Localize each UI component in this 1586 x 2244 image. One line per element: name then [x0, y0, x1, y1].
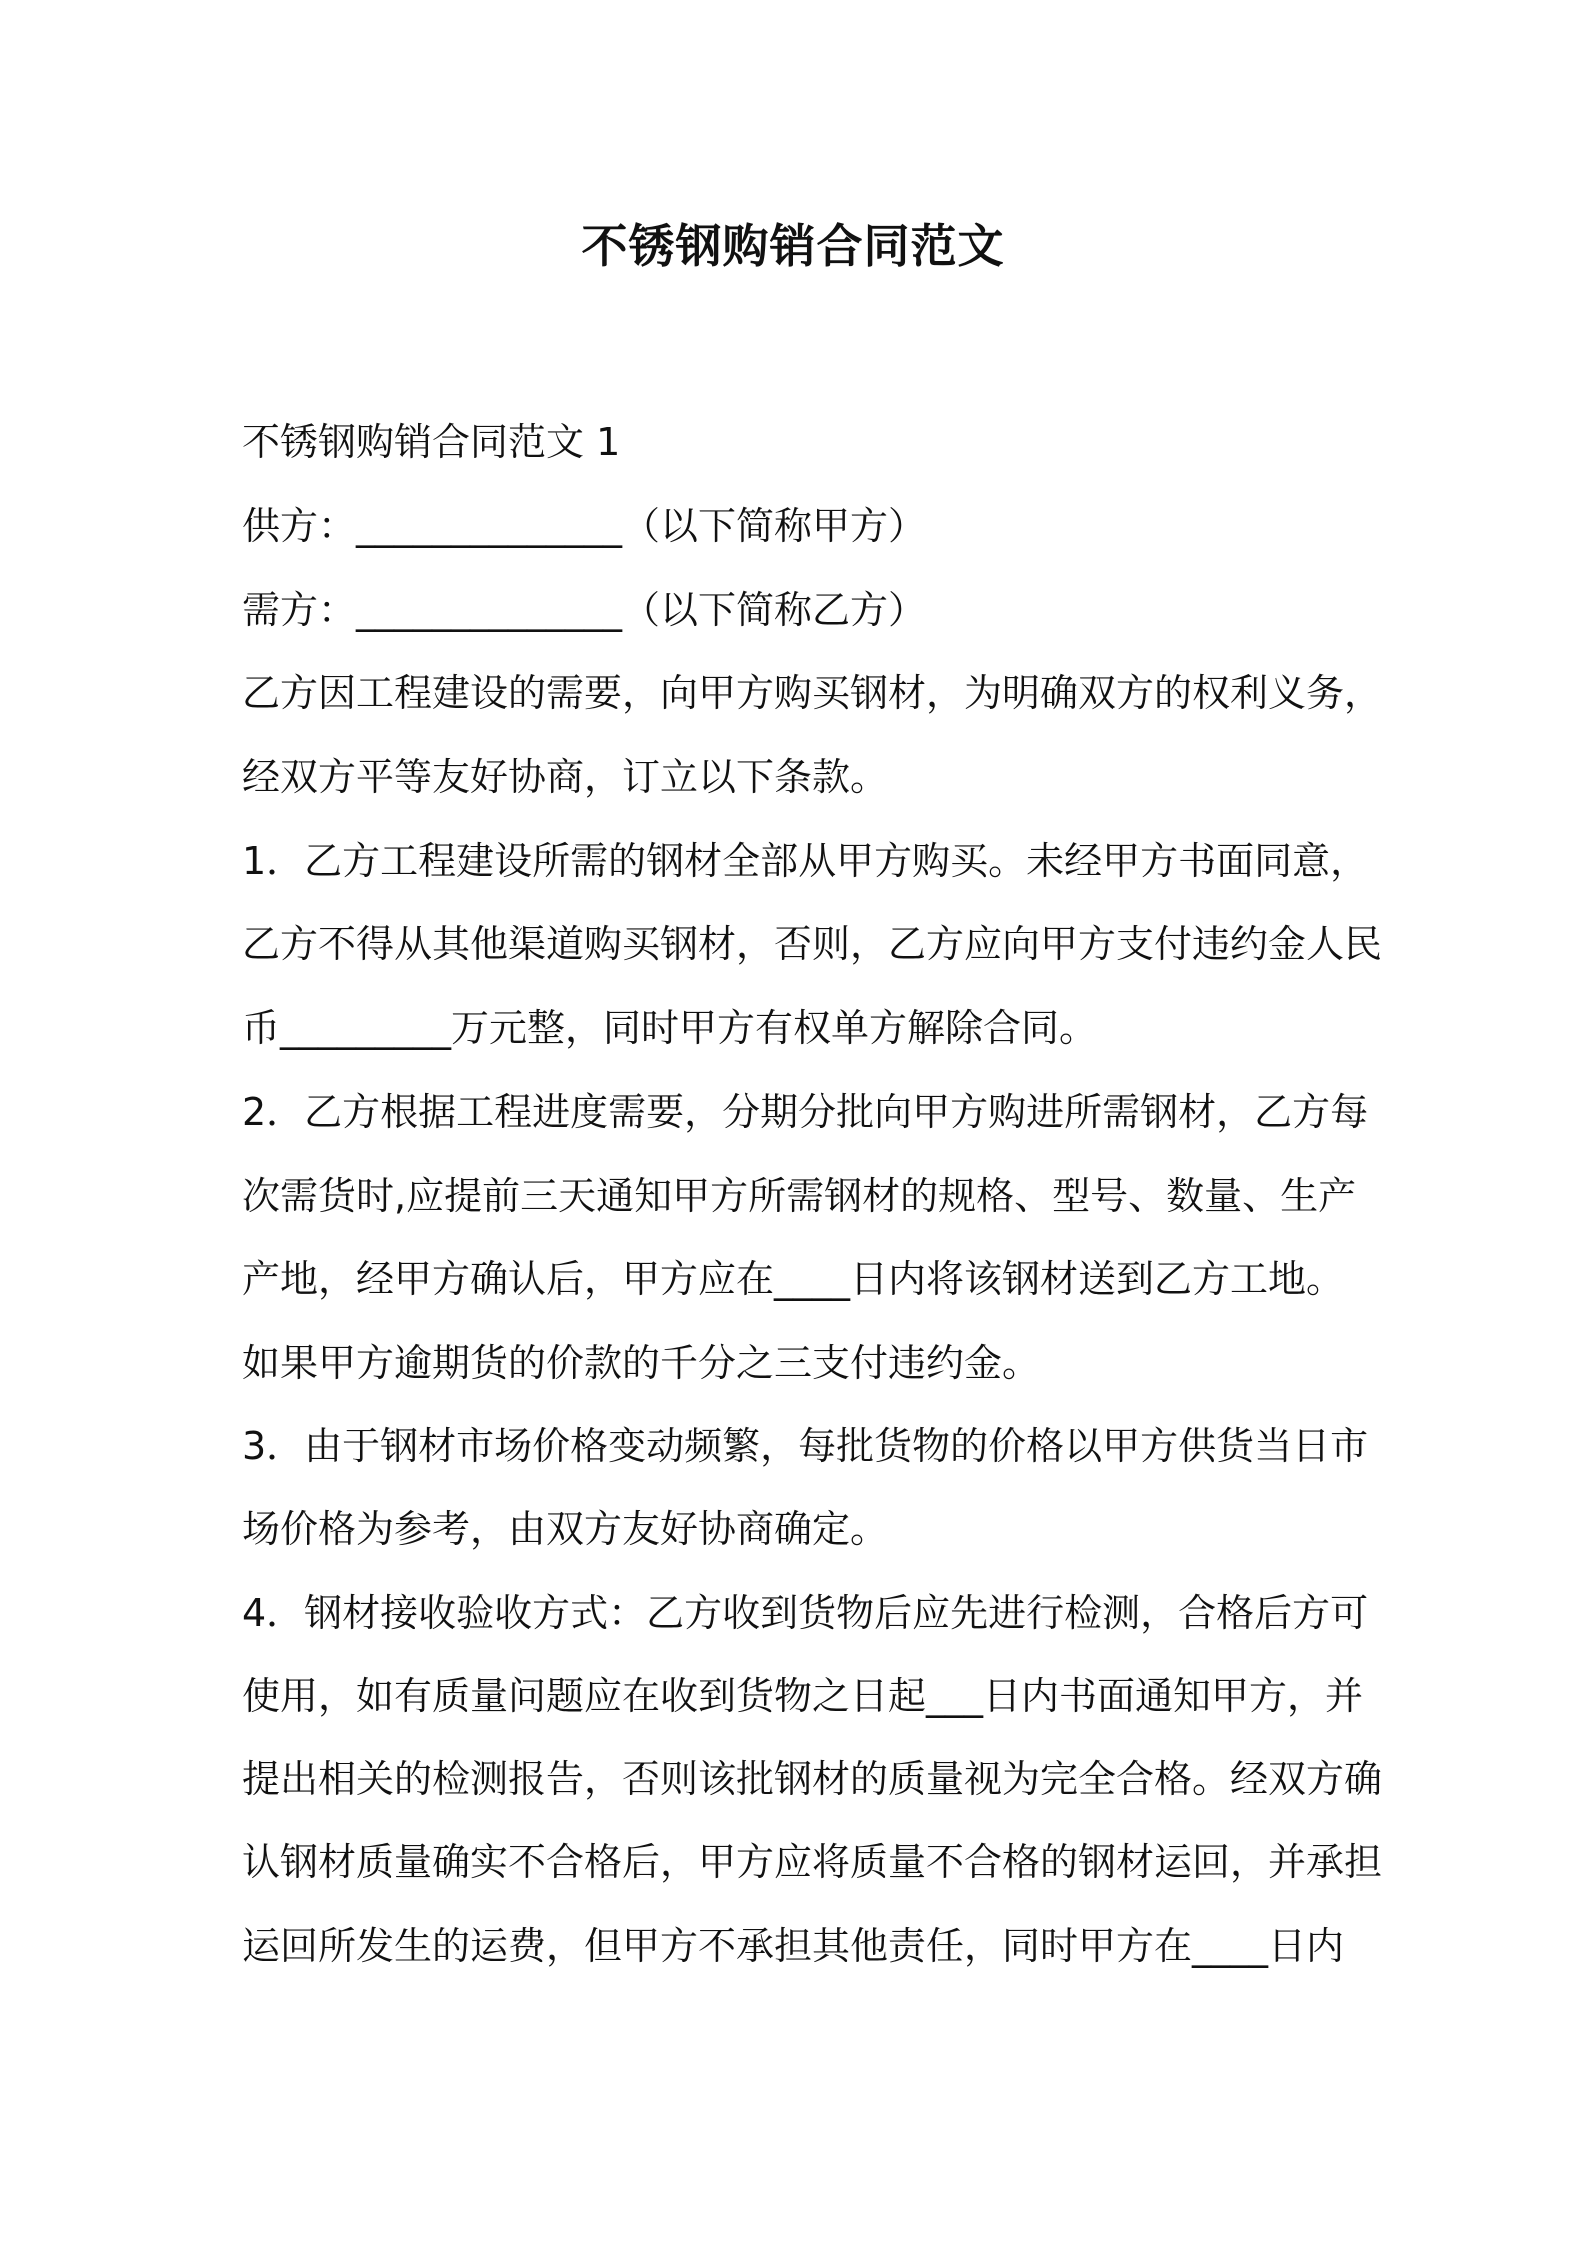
- clause-4-line: 认钢材质量确实不合格后，甲方应将质量不合格的钢材运回，并承担: [242, 1840, 1383, 1884]
- supplier-line: 供方：______________（以下简称甲方）: [242, 504, 927, 548]
- clause-2-line: 次需货时,应提前三天通知甲方所需钢材的规格、型号、数量、生产: [242, 1174, 1357, 1218]
- clause-4-line: 运回所发生的运费，但甲方不承担其他责任，同时甲方在____日内: [242, 1924, 1345, 1968]
- clause-3-line: 场价格为参考，由双方友好协商确定。: [242, 1507, 889, 1551]
- clause-2-line: 如果甲方逾期货的价款的千分之三支付违约金。: [242, 1341, 1041, 1385]
- clause-4-line: 4．钢材接收验收方式：乙方收到货物后应先进行检测，合格后方可: [242, 1591, 1369, 1635]
- paragraph-line: 经双方平等友好协商，订立以下条款。: [242, 755, 889, 799]
- clause-4-line: 使用，如有质量问题应在收到货物之日起___日内书面通知甲方，并: [242, 1674, 1364, 1718]
- clause-1-line: 乙方不得从其他渠道购买钢材，否则，乙方应向甲方支付违约金人民: [242, 922, 1383, 966]
- section-heading: 不锈钢购销合同范文 1: [242, 420, 621, 464]
- clause-3-line: 3．由于钢材市场价格变动频繁，每批货物的价格以甲方供货当日市: [242, 1424, 1369, 1468]
- clause-2-line: 2．乙方根据工程进度需要，分期分批向甲方购进所需钢材，乙方每: [242, 1090, 1369, 1134]
- buyer-line: 需方：______________（以下简称乙方）: [242, 588, 927, 632]
- paragraph-line: 乙方因工程建设的需要，向甲方购买钢材，为明确双方的权利义务，: [242, 671, 1383, 715]
- clause-2-line: 产地，经甲方确认后，甲方应在____日内将该钢材送到乙方工地。: [242, 1257, 1345, 1301]
- clause-1-line: 1．乙方工程建设所需的钢材全部从甲方购买。未经甲方书面同意，: [242, 839, 1369, 883]
- document-title: 不锈钢购销合同范文: [581, 219, 1005, 273]
- clause-1-line: 币_________万元整，同时甲方有权单方解除合同。: [242, 1006, 1098, 1050]
- clause-4-line: 提出相关的检测报告，否则该批钢材的质量视为完全合格。经双方确: [242, 1757, 1383, 1801]
